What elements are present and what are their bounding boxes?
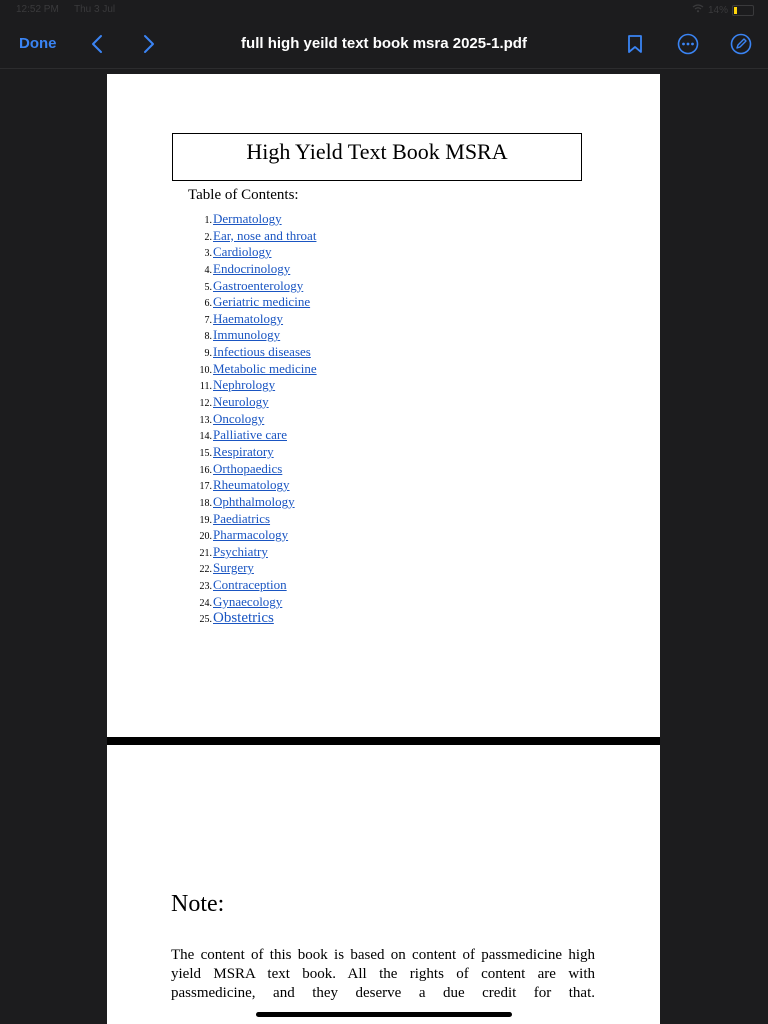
toc-link-infectious-diseases[interactable]: Infectious diseases <box>213 344 311 360</box>
toc-link-palliative-care[interactable]: Palliative care <box>213 427 287 443</box>
toc-item: 21.Psychiatry <box>199 543 268 559</box>
toc-link-gynaecology[interactable]: Gynaecology <box>213 593 283 609</box>
toc-item: 17.Rheumatology <box>199 477 290 493</box>
page-divider <box>107 737 660 745</box>
toc-item: 20.Pharmacology <box>199 527 289 543</box>
toc-link-psychiatry[interactable]: Psychiatry <box>213 543 268 559</box>
toc-link-rheumatology[interactable]: Rheumatology <box>213 477 290 493</box>
toc-item: 13.Oncology <box>199 410 265 426</box>
toc-item: 22.Surgery <box>199 560 254 576</box>
wifi-icon <box>692 4 704 16</box>
toc-heading: Table of Contents: <box>188 187 299 203</box>
home-indicator[interactable] <box>256 1012 512 1017</box>
toc-link-haematology[interactable]: Haematology <box>213 310 284 326</box>
note-line: passmedicine, and they deserve a due credit for that. <box>171 985 595 1001</box>
toc-link-pharmacology[interactable]: Pharmacology <box>213 527 289 543</box>
toc-item: 8.Immunology <box>204 327 281 343</box>
toc-link-respiratory[interactable]: Respiratory <box>213 443 274 459</box>
battery-icon <box>732 5 754 16</box>
more-icon[interactable] <box>676 32 700 56</box>
document-title: full high yeild text book msra 2025-1.pdf <box>241 35 527 52</box>
toc-link-neurology[interactable]: Neurology <box>213 394 269 410</box>
status-date: Thu 3 Jul <box>74 4 116 15</box>
toc-item: 2.Ear, nose and throat <box>204 227 317 243</box>
note-line: yield MSRA text book. All the rights of content are with <box>171 966 595 982</box>
toc-item: 7.Haematology <box>204 310 284 326</box>
toc-link-cardiology[interactable]: Cardiology <box>213 244 272 260</box>
toc-link-metabolic-medicine[interactable]: Metabolic medicine <box>213 360 317 376</box>
toc-item: 1.Dermatology <box>204 211 282 226</box>
status-time: 12:52 PM <box>16 4 59 15</box>
toc-item: 4.Endocrinology <box>204 260 291 276</box>
toc-link-geriatric-medicine[interactable]: Geriatric medicine <box>213 294 311 310</box>
status-bar <box>0 0 768 20</box>
toc-link-ophthalmology[interactable]: Ophthalmology <box>213 493 295 509</box>
toc-item: 25.Obstetrics <box>199 610 274 627</box>
toc-item: 5.Gastroenterology <box>204 277 304 293</box>
toc-link-immunology[interactable]: Immunology <box>213 327 281 343</box>
bookmark-icon[interactable] <box>623 32 647 56</box>
toc-item: 14.Palliative care <box>199 427 287 443</box>
toc-item: 6.Geriatric medicine <box>204 294 311 310</box>
markup-icon[interactable] <box>729 32 753 56</box>
toc-item: 11.Nephrology <box>199 377 276 393</box>
status-right <box>692 4 754 16</box>
toc-link-oncology[interactable]: Oncology <box>213 410 265 426</box>
battery-percent: 14% <box>707 4 728 16</box>
toc-item: 15.Respiratory <box>199 443 274 459</box>
pdf-page-2 <box>107 745 660 1024</box>
toc-link-ent[interactable]: Ear, nose and throat <box>213 227 317 243</box>
toc-item: 19.Paediatrics <box>199 510 271 526</box>
toc-list <box>187 211 317 627</box>
toc-link-gastroenterology[interactable]: Gastroenterology <box>213 277 304 293</box>
toc-item: 10.Metabolic medicine <box>199 360 317 376</box>
toolbar <box>0 22 768 69</box>
toc-link-surgery[interactable]: Surgery <box>213 560 254 576</box>
toc-item: 12.Neurology <box>199 394 269 410</box>
toc-item: 3.Cardiology <box>204 244 272 260</box>
toc-link-contraception[interactable]: Contraception <box>213 577 287 593</box>
toc-item: 23.Contraception <box>199 577 287 593</box>
toc-link-paediatrics[interactable]: Paediatrics <box>213 510 271 526</box>
pdf-page-1 <box>107 74 660 737</box>
toc-link-obstetrics[interactable]: Obstetrics <box>213 610 274 627</box>
document-heading <box>172 133 582 181</box>
document-heading-text: High Yield Text Book MSRA <box>246 139 508 164</box>
toc-link-dermatology[interactable]: Dermatology <box>213 211 282 226</box>
note-line: The content of this book is based on content of passmedicine high <box>171 947 595 963</box>
toc-item: 24.Gynaecology <box>199 593 283 609</box>
toc-link-nephrology[interactable]: Nephrology <box>213 377 276 393</box>
toc-item: 18.Ophthalmology <box>199 493 295 509</box>
toc-link-orthopaedics[interactable]: Orthopaedics <box>213 460 283 476</box>
note-body <box>171 946 595 1003</box>
done-button[interactable]: Done <box>19 35 57 52</box>
note-heading: Note: <box>171 891 225 917</box>
toc-link-endocrinology[interactable]: Endocrinology <box>213 260 291 276</box>
toc-item: 9.Infectious diseases <box>204 344 311 360</box>
toc-item: 16.Orthopaedics <box>199 460 283 476</box>
